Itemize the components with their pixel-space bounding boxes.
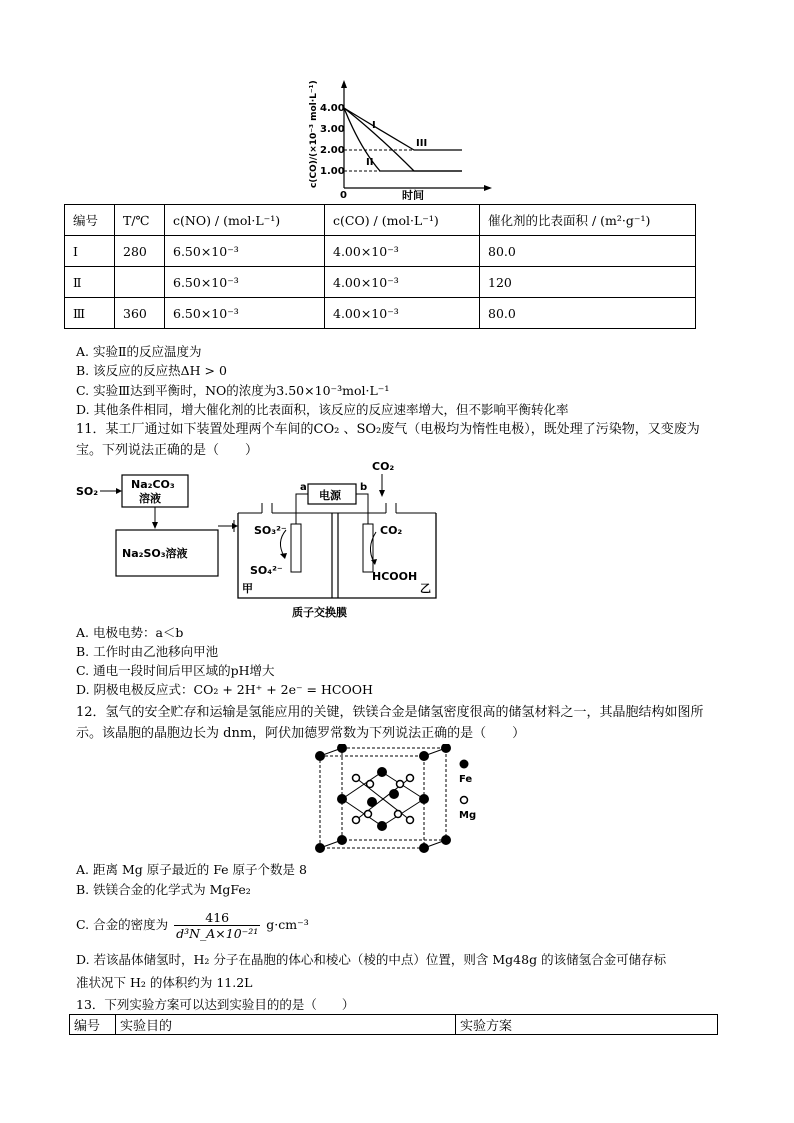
q12-option-b: B. 铁镁合金的化学式为 MgFe₂ [76,882,251,897]
na2co3-label: Na₂CO₃ [131,478,175,491]
cell-temp [115,267,165,298]
membrane-label: 质子交换膜 [292,606,347,619]
jia-label: 甲 [242,582,253,595]
density-numerator: 416 [174,910,260,926]
q11-stem: 11．某工厂通过如下装置处理两个车间的CO₂ 、SO₂废气（电极均为惰性电极），既处理了污染物，又变废为宝。下列说法正确的是（ ） [76,422,700,458]
header-no: c(NO) / (mol·L⁻¹) [165,205,325,236]
q13-stem: 13．下列实验方案可以达到实验目的的是（ ） [76,997,355,1012]
anode [291,524,301,572]
cell-id: Ⅰ [65,236,115,267]
co2-top-label: CO₂ [372,460,395,473]
cell-no: 6.50×10⁻³ [165,236,325,267]
q13-header-plan: 实验方案 [456,1015,718,1035]
co-concentration-graph [296,78,496,200]
header-catalyst: 催化剂的比表面积 / (m²·g⁻¹) [480,205,696,236]
q13-header-purpose: 实验目的 [116,1015,456,1035]
cell-catalyst: 80.0 [480,236,696,267]
cell-temp: 360 [115,298,165,329]
q13-header-id: 编号 [70,1015,116,1035]
cell-temp: 280 [115,236,165,267]
q12-option-d-line1: D. 若该晶体储氢时，H₂ 分子在晶胞的体心和棱心（棱的中点）位置，则含 Mg48g 的该储氢合金可储存标 [76,952,667,967]
so2-label: SO₂ [76,485,99,498]
q12-option-a: A. 距离 Mg 原子最近的 Fe 原子个数是 8 [76,862,307,877]
cell-id: Ⅲ [65,298,115,329]
co2-right-label: CO₂ [380,524,403,537]
y-tick-4: 4.00 [320,103,345,114]
experiment-table [64,204,696,329]
q12-option-c [76,910,309,941]
so4-label: SO₄²⁻ [250,564,283,577]
density-unit: g·cm⁻³ [266,917,309,932]
y-tick-3: 3.00 [320,124,345,135]
cell-co: 4.00×10⁻³ [325,236,480,267]
header-id: 编号 [65,205,115,236]
q12-stem: 12．氢气的安全贮存和运输是氢能应用的关键，铁镁合金是储氢密度很高的储氢材料之一，其晶胞结构如图所示。该晶胞的晶胞边长为 dnm，阿伏加德罗常数为下列说法正确的是（ ） [76,705,704,741]
na2so3-label: Na₂SO₃溶液 [122,547,188,560]
q10-option-d: D. 其他条件相同，增大催化剂的比表面积，该反应的反应速率增大，但不影响平衡转化率 [76,402,569,417]
graph-ylabel: c(CO)/(×10⁻³ mol·L⁻¹) [309,80,319,188]
cathode [363,524,373,572]
q11-option-d: D. 阴极电极反应式：CO₂ + 2H⁺ + 2e⁻ = HCOOH [76,682,373,697]
cell-co: 4.00×10⁻³ [325,267,480,298]
fe-atoms [316,744,451,853]
cell-catalyst: 120 [480,267,696,298]
curve-label-III: III [416,138,428,149]
hcooh-label: HCOOH [372,570,418,583]
graph-xlabel: 时间 [402,189,424,200]
q10-option-a: A. 实验Ⅱ的反应温度为 [76,344,202,359]
curve-II [344,108,462,171]
header-temp: T/℃ [115,205,165,236]
q10-option-b: B. 该反应的反应热ΔH > 0 [76,363,227,378]
q10-option-c: C. 实验Ⅲ达到平衡时，NO的浓度为3.50×10⁻³mol·L⁻¹ [76,383,390,398]
q13-table-header [70,1015,718,1035]
density-fraction [174,910,260,941]
curve-I [344,108,462,171]
q12-option-d-line2: 准状况下 H₂ 的体积约为 11.2L [76,975,253,990]
table-row [65,298,696,329]
curve-label-I: I [372,120,376,131]
cell-co: 4.00×10⁻³ [325,298,480,329]
q11-option-c: C. 通电一段时间后甲区域的pH增大 [76,663,275,678]
electrode-b-label: b [360,482,368,493]
electrolysis-diagram [76,458,446,620]
table-row [65,236,696,267]
q11-option-b: B. 工作时由乙池移向甲池 [76,644,219,659]
q13-table [69,1014,718,1035]
graph-origin: 0 [340,190,347,200]
density-denominator: d³N_A×10⁻²¹ [176,926,259,941]
fe-legend-icon [460,760,469,769]
cell-no: 6.50×10⁻³ [165,298,325,329]
crystal-cell-diagram [312,744,492,856]
electrode-a-label: a [300,482,307,493]
table-header-row [65,205,696,236]
yi-label: 乙 [420,582,431,595]
mg-legend-label: Mg [459,810,477,821]
y-tick-1: 1.00 [320,166,345,177]
so3-label: SO₃²⁻ [254,524,287,537]
header-co: c(CO) / (mol·L⁻¹) [325,205,480,236]
y-tick-2: 2.00 [320,145,345,156]
mg-legend-icon [461,797,468,804]
curve-label-II: II [366,157,374,168]
cell-no: 6.50×10⁻³ [165,267,325,298]
power-label: 电源 [319,489,341,502]
na2co3-solution-label: 溶液 [139,492,161,505]
table-row [65,267,696,298]
q12-option-c-prefix: C. 合金的密度为 [76,917,169,932]
cell-catalyst: 80.0 [480,298,696,329]
q11-option-a: A. 电极电势：a＜b [76,625,184,640]
fe-legend-label: Fe [459,774,473,785]
cell-id: Ⅱ [65,267,115,298]
